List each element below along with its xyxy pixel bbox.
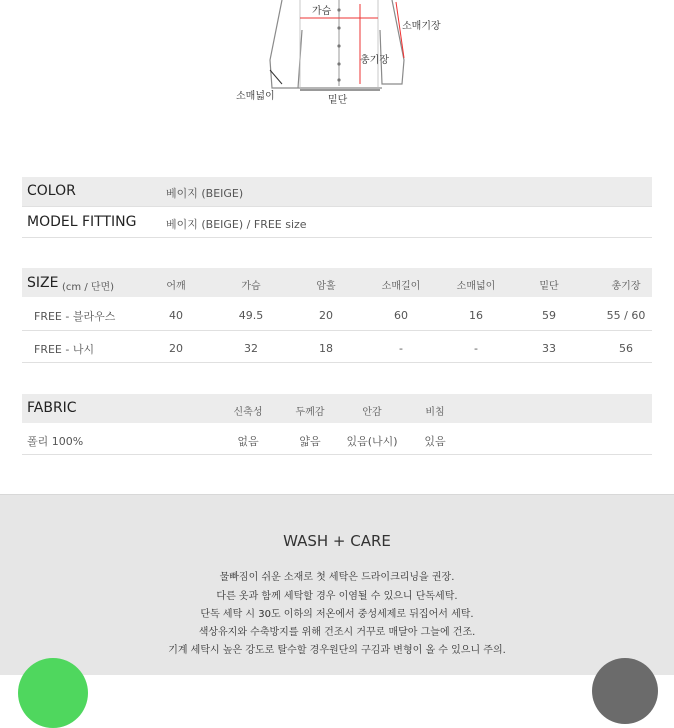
- size-row-value: 55 / 60: [606, 309, 646, 322]
- size-col-chest: 가슴: [241, 281, 261, 292]
- size-row-name: FREE - 나시: [34, 343, 95, 356]
- diagram-label-hem: 밑단: [328, 95, 348, 106]
- size-row-value: 18: [319, 342, 333, 355]
- care-line: 기계 세탁시 높은 강도로 탈수할 경우원단의 구김과 변형이 올 수 있으니 주의.: [168, 645, 506, 656]
- model-fitting-value: 베이지 (BEIGE) / FREE size: [166, 218, 307, 231]
- size-row-value: 32: [244, 342, 258, 355]
- diagram-label-sleeve-length: 소매기장: [402, 21, 441, 32]
- size-row-value: 20: [169, 342, 183, 355]
- size-row-value: 59: [542, 309, 556, 322]
- fabric-value-thickness: 얇음: [299, 435, 321, 448]
- size-col-total-length: 총기장: [611, 281, 641, 292]
- fabric-col-lining: 안감: [362, 407, 382, 418]
- color-label: COLOR: [27, 183, 76, 199]
- fabric-value-lining: 있음(나시): [346, 435, 398, 448]
- care-line: 색상유지와 수축방지를 위해 건조시 거꾸로 매달아 그늘에 건조.: [198, 627, 476, 638]
- size-row-value: 60: [394, 309, 408, 322]
- color-row-band: [22, 177, 652, 206]
- size-col-armhole: 암홀: [316, 281, 336, 292]
- diagram-label-total-length: 총기장: [360, 55, 389, 66]
- size-unit: (cm / 단면): [62, 282, 115, 293]
- size-row-value: -: [474, 342, 478, 355]
- fabric-col-stretch: 신축성: [233, 407, 263, 418]
- size-col-sleeve-width: 소매넓이: [456, 281, 496, 292]
- size-row-value: 49.5: [238, 309, 264, 322]
- fabric-col-thickness: 두께감: [295, 407, 325, 418]
- fabric-col-see-through: 비침: [425, 407, 445, 418]
- size-row-value: 20: [319, 309, 333, 322]
- size-row-value: 33: [542, 342, 556, 355]
- care-line: 다른 옷과 함께 세탁할 경우 이염될 수 있으니 단독세탁.: [216, 591, 458, 602]
- floating-green-button[interactable]: [18, 658, 88, 728]
- floating-grey-button[interactable]: [592, 658, 658, 724]
- care-line: 물빠짐이 쉬운 소재로 첫 세탁은 드라이크리닝을 권장.: [219, 572, 455, 583]
- diagram-label-sleeve-width: 소매넓이: [236, 91, 275, 102]
- fabric-material: 폴리 100%: [27, 435, 84, 448]
- size-label: SIZE: [27, 275, 59, 291]
- size-col-shoulder: 어깨: [166, 281, 186, 292]
- size-row-value: -: [399, 342, 403, 355]
- size-col-hem: 밑단: [539, 281, 559, 292]
- fabric-label: FABRIC: [27, 400, 77, 416]
- model-fitting-label: MODEL FITTING: [27, 214, 137, 230]
- care-title: WASH + CARE: [283, 532, 391, 550]
- fabric-header-band: [22, 394, 652, 423]
- care-line: 단독 세탁 시 30도 이하의 저온에서 중성세제로 뒤집어서 세탁.: [200, 609, 474, 620]
- diagram-label-chest: 가슴: [312, 6, 332, 17]
- size-col-sleeve-length: 소매길이: [381, 281, 421, 292]
- size-row-name: FREE - 블라우스: [34, 310, 116, 323]
- size-row-value: 40: [169, 309, 183, 322]
- color-value: 베이지 (BEIGE): [166, 187, 244, 200]
- fabric-value-stretch: 없음: [237, 435, 259, 448]
- size-row-value: 16: [469, 309, 483, 322]
- size-row-value: 56: [619, 342, 633, 355]
- shirt-body-outline: [270, 0, 404, 88]
- fabric-value-see-through: 있음: [424, 435, 446, 448]
